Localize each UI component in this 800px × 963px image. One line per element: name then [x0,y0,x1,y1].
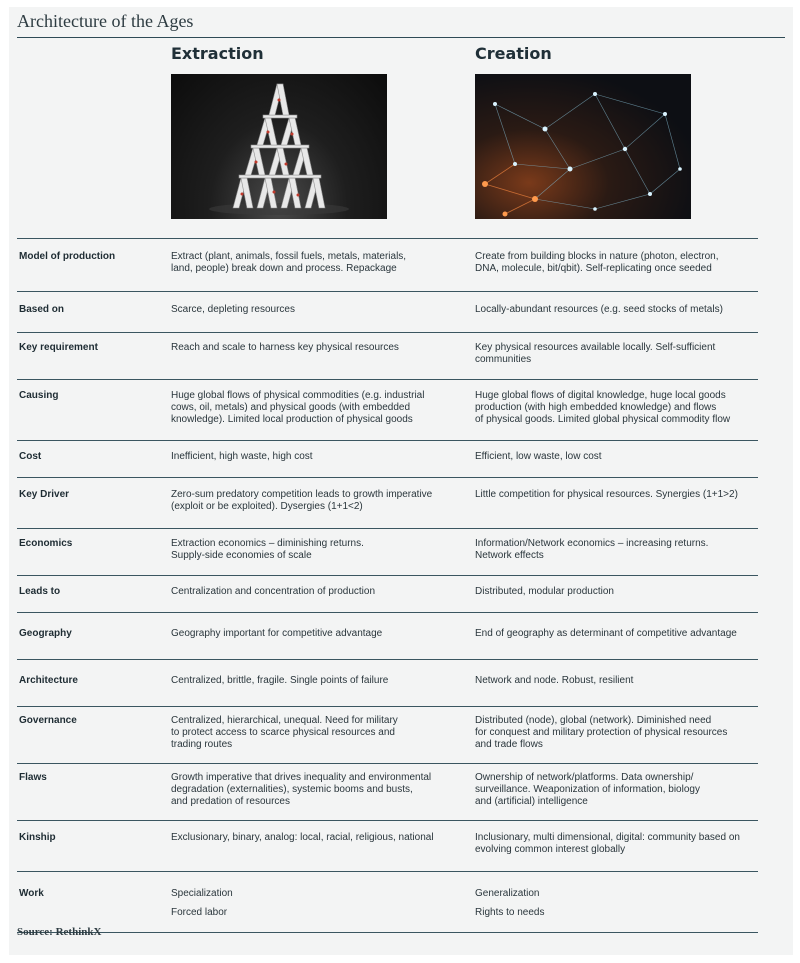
table-row [17,820,758,871]
creation-cell [475,342,765,367]
creation-cell [475,628,765,640]
extraction-cell [171,538,461,563]
extraction-cell [171,304,461,316]
creation-cell-line: and trade flows [475,739,543,751]
table-row [17,477,758,528]
creation-cell-line: Create from building blocks in nature (photon, electron, [475,250,719,262]
extraction-cell [171,628,461,640]
extraction-cell [171,342,461,354]
creation-cell-line: of physical goods. Limited global physical commodity flow [475,414,731,426]
extraction-cell [171,832,461,844]
comparison-table [17,238,758,933]
creation-cell [475,888,765,920]
creation-cell [475,451,765,463]
creation-cell-line: Key physical resources available locally. Self-sufficient [475,341,716,353]
extraction-cell [171,715,461,752]
extraction-cell-line: Zero-sum predatory competition leads to growth imperative [171,488,433,500]
extraction-cell-line: degradation (externalities), systemic booms and busts, [171,783,413,795]
creation-cell-line: End of geography as determinant of competitive advantage [475,627,737,639]
creation-cell-line: Generalization [475,887,540,899]
creation-cell-line: Huge global flows of digital knowledge, huge local goods [475,389,726,401]
creation-cell [475,675,765,687]
row-label: Key requirement [19,341,98,353]
row-label: Cost [19,450,42,462]
table-row [17,659,758,706]
house-of-cards-image [171,74,387,219]
extraction-cell-line: Centralized, brittle, fragile. Single points of failure [171,674,389,686]
creation-cell-line: Efficient, low waste, low cost [475,450,602,462]
title-divider [17,37,785,38]
row-label: Governance [19,714,77,726]
extraction-cell-line: Reach and scale to harness key physical resources [171,341,399,353]
table-row [17,332,758,379]
creation-cell [475,772,765,809]
extraction-cell-line: and predation of resources [171,796,290,808]
table-row [17,528,758,575]
row-label: Leads to [19,585,61,597]
creation-cell-line: surveillance. Weaponization of information, biology [475,783,700,795]
row-label: Model of production [19,250,116,262]
extraction-cell [171,888,461,920]
creation-cell-line: evolving common interest globally [475,843,626,855]
extraction-cell-line: Centralization and concentration of production [171,585,376,597]
column-header-creation: Creation [475,44,552,63]
creation-cell [475,715,765,752]
extraction-cell-line: Scarce, depleting resources [171,303,295,315]
extraction-cell-line: (exploit or be exploited). Dysergies (1+1<2) [171,500,363,512]
creation-cell [475,251,765,276]
creation-cell-line: Ownership of network/platforms. Data ownership/ [475,771,694,783]
extraction-cell [171,451,461,463]
extraction-cell [171,251,461,276]
creation-cell-line: Network and node. Robust, resilient [475,674,634,686]
glowing-network-image [475,74,691,219]
network-illustration [475,74,691,219]
creation-cell [475,586,765,598]
table-row [17,612,758,659]
creation-cell-line: and (artificial) intelligence [475,796,588,808]
row-label: Architecture [19,674,78,686]
creation-cell-line: communities [475,353,532,365]
creation-cell [475,832,765,857]
table-row [17,706,758,763]
extraction-cell-line: land, people) break down and process. Repackage [171,262,397,274]
creation-cell-line: DNA, molecule, bit/qbit). Self-replicating once seeded [475,262,712,274]
extraction-cell [171,489,461,514]
row-label: Based on [19,303,65,315]
row-label: Causing [19,389,59,401]
creation-cell [475,538,765,563]
extraction-cell-line: Exclusionary, binary, analog: local, racial, religious, national [171,831,434,843]
creation-cell-line: Locally-abundant resources (e.g. seed stocks of metals) [475,303,723,315]
table-row [17,763,758,820]
extraction-cell-line: Geography important for competitive advantage [171,627,383,639]
extraction-cell-line: Growth imperative that drives inequality and environmental [171,771,432,783]
extraction-cell [171,586,461,598]
column-header-extraction: Extraction [171,44,264,63]
extraction-cell [171,772,461,809]
source-note: Source: RethinkX [17,926,102,938]
table-row [17,291,758,332]
extraction-cell-line: Centralized, hierarchical, unequal. Need for military [171,714,398,726]
creation-cell-line: Rights to needs [475,906,545,918]
extraction-cell-line: Extract (plant, animals, fossil fuels, metals, materials, [171,250,407,262]
creation-cell-line: Distributed, modular production [475,585,614,597]
creation-cell-line: production (with high embedded knowledge) and flows [475,401,717,413]
extraction-cell [171,675,461,687]
row-label: Kinship [19,831,56,843]
document-title: Architecture of the Ages [17,11,194,31]
creation-cell-line: for conquest and military protection of physical resources [475,726,728,738]
extraction-cell-line: Forced labor [171,906,228,918]
creation-cell-line: Network effects [475,549,544,561]
creation-cell [475,489,765,501]
table-row [17,238,758,291]
extraction-cell-line: Specialization [171,887,233,899]
row-label: Economics [19,537,73,549]
extraction-cell [171,390,461,427]
extraction-cell-line: to protect access to scarce physical resources and [171,726,395,738]
creation-cell-line: Inclusionary, multi dimensional, digital: community based on [475,831,740,843]
extraction-cell-line: Extraction economics – diminishing returns. [171,537,364,549]
table-row [17,575,758,612]
creation-cell [475,304,765,316]
row-label: Work [19,887,44,899]
extraction-cell-line: trading routes [171,739,233,751]
extraction-cell-line: cows, oil, metals) and physical goods (with embedded [171,401,411,413]
extraction-cell-line: Inefficient, high waste, high cost [171,450,313,462]
row-label: Flaws [19,771,47,783]
row-label: Geography [19,627,72,639]
house-of-cards-illustration [171,74,387,219]
infographic-card [9,7,793,955]
creation-cell-line: Information/Network economics – increasing returns. [475,537,709,549]
creation-cell-line: Distributed (node), global (network). Diminished need [475,714,712,726]
extraction-cell-line: Huge global flows of physical commodities (e.g. industrial [171,389,425,401]
table-row [17,871,758,933]
table-row [17,440,758,477]
creation-cell [475,390,765,427]
extraction-cell-line: knowledge). Limited local production of physical goods [171,414,413,426]
row-label: Key Driver [19,488,70,500]
extraction-cell-line: Supply-side economies of scale [171,549,312,561]
table-row [17,379,758,440]
creation-cell-line: Little competition for physical resources. Synergies (1+1>2) [475,488,738,500]
